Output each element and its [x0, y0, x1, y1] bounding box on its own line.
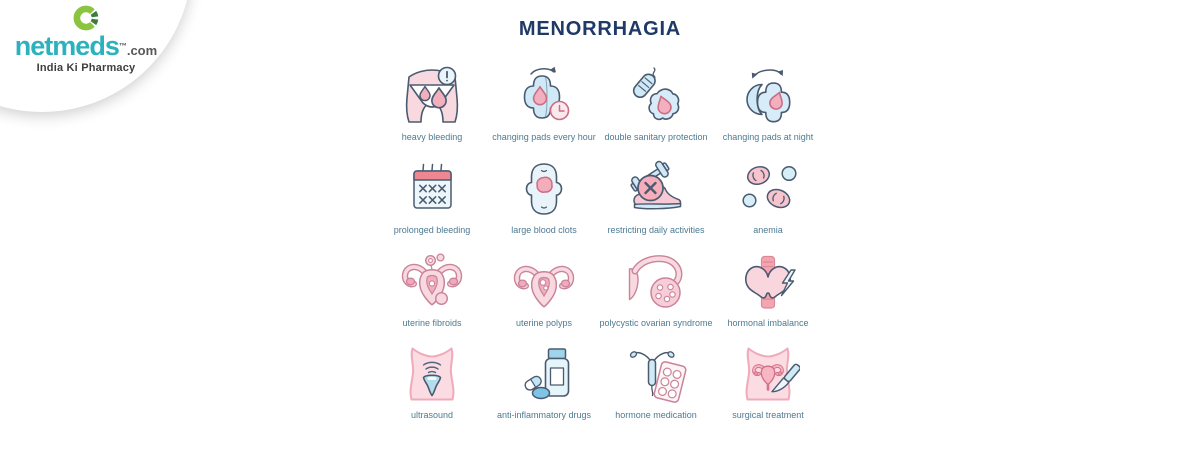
item-label: changing pads at night: [722, 132, 814, 142]
large-blood-clots-icon: [512, 157, 576, 221]
grid-item: [488, 157, 600, 236]
polycystic-ovarian-syndrome-icon: [624, 250, 688, 314]
grid-item: [488, 64, 600, 143]
hormonal-imbalance-icon: [736, 250, 800, 314]
grid-item: [376, 250, 488, 329]
prolonged-bleeding-icon: [400, 157, 464, 221]
item-label: heavy bleeding: [401, 132, 463, 142]
item-label: restricting daily activities: [607, 224, 705, 235]
grid-item: [488, 342, 600, 421]
grid-item: [600, 250, 712, 329]
surgical-treatment-icon: [736, 342, 800, 406]
page-title: MENORRHAGIA: [518, 18, 682, 40]
item-label: double sanitary protection: [604, 132, 708, 142]
anti-inflammatory-drugs-icon: [512, 342, 576, 406]
grid-item: [712, 342, 824, 421]
logo-brand-text: netmeds: [14, 31, 119, 61]
logo-tld-text: .com: [126, 43, 158, 58]
grid-item: [376, 157, 488, 236]
restricting-daily-activities-icon: [624, 157, 688, 221]
item-label: uterine polyps: [515, 317, 573, 328]
logo-wordmark: [6, 33, 166, 60]
hormone-medication-icon: [624, 342, 688, 406]
item-label: hormone medication: [615, 410, 697, 421]
item-label: hormonal imbalance: [727, 317, 809, 328]
grid-item: [488, 250, 600, 329]
heavy-bleeding-icon: [400, 64, 464, 128]
uterine-fibroids-icon: [400, 250, 464, 314]
logo-trademark: ™: [118, 41, 127, 51]
item-label: ultrasound: [410, 410, 454, 421]
grid-item: [712, 64, 824, 143]
grid-item: [712, 157, 824, 236]
grid-item: [376, 342, 488, 421]
item-label: surgical treatment: [732, 410, 804, 421]
logo-tagline: India Ki Pharmacy: [36, 62, 136, 74]
item-label: prolonged bleeding: [393, 224, 471, 235]
grid-item: [712, 250, 824, 329]
grid-item: [600, 157, 712, 236]
item-label: uterine fibroids: [402, 317, 462, 328]
ultrasound-icon: [400, 342, 464, 406]
symptom-grid: [376, 64, 824, 421]
changing-pads-at-night-icon: [736, 64, 800, 128]
item-label: anemia: [753, 224, 783, 235]
grid-item: [600, 342, 712, 421]
item-label: large blood clots: [511, 224, 577, 235]
uterine-polyps-icon: [512, 250, 576, 314]
double-sanitary-protection-icon: [624, 64, 688, 128]
grid-item: [600, 64, 712, 143]
anemia-icon: [736, 157, 800, 221]
item-label: polycystic ovarian syndrome: [599, 317, 713, 328]
netmeds-cross-icon: [65, 3, 107, 33]
grid-item: [376, 64, 488, 143]
changing-pads-every-hour-icon: [512, 64, 576, 128]
item-label: changing pads every hour: [492, 132, 596, 142]
logo: [6, 3, 166, 74]
item-label: anti-inflammatory drugs: [496, 410, 592, 421]
